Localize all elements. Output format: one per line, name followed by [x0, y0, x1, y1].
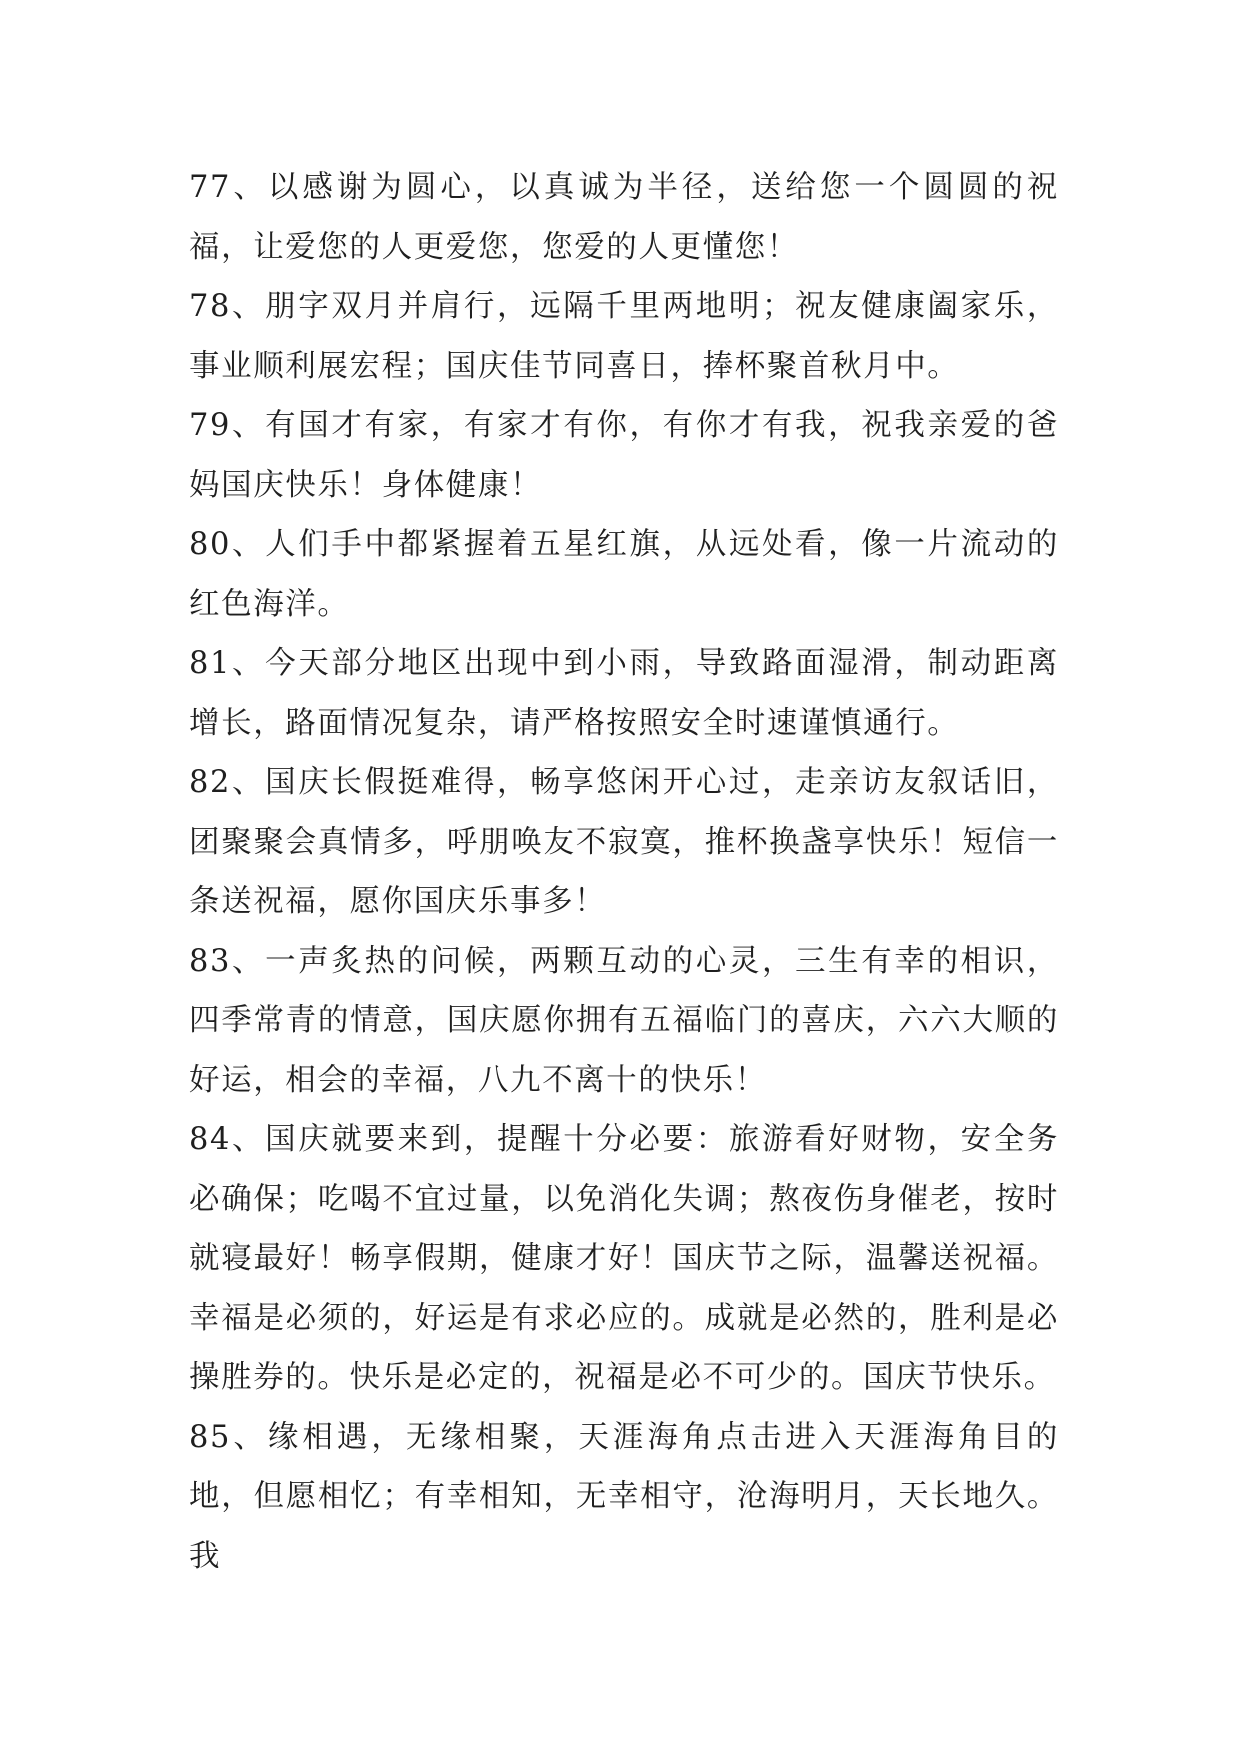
paragraph-77: 77、以感谢为圆心，以真诚为半径，送给您一个圆圆的祝福，让爱您的人更爱您，您爱的人更懂您！	[189, 170, 1059, 265]
paragraph-81: 81、今天部分地区出现中到小雨，导致路面湿滑，制动距离增长，路面情况复杂，请严格按照安全时速谨慎通行。	[189, 646, 1059, 741]
paragraph-84: 84、国庆就要来到，提醒十分必要：旅游看好财物，安全务必确保；吃喝不宜过量，以免消化失调；熬夜伤身催老，按时就寝最好！畅享假期，健康才好！国庆节之际，温馨送祝福。幸福是必须的，好运是有求必应的。成就是必然的，胜利是必操胜券的。快乐是必定的，祝福是必不可少的。国庆节快乐。	[189, 1122, 1059, 1395]
paragraph-78: 78、朋字双月并肩行，远隔千里两地明；祝友健康阖家乐，事业顺利展宏程；国庆佳节同喜日，捧杯聚首秋月中。	[189, 289, 1059, 384]
paragraph-79: 79、有国才有家，有家才有你，有你才有我，祝我亲爱的爸妈国庆快乐！身体健康！	[189, 408, 1059, 503]
paragraph-83: 83、一声炙热的问候，两颗互动的心灵，三生有幸的相识，四季常青的情意，国庆愿你拥有五福临门的喜庆，六六大顺的好运，相会的幸福，八九不离十的快乐！	[189, 943, 1059, 1098]
document-body	[189, 158, 1059, 1586]
paragraph-82: 82、国庆长假挺难得，畅享悠闲开心过，走亲访友叙话旧，团聚聚会真情多，呼朋唤友不寂寞，推杯换盏享快乐！短信一条送祝福，愿你国庆乐事多！	[189, 765, 1059, 919]
paragraph-80: 80、人们手中都紧握着五星红旗，从远处看，像一片流动的红色海洋。	[189, 527, 1059, 622]
paragraph-85: 85、缘相遇，无缘相聚，天涯海角点击进入天涯海角目的地，但愿相忆；有幸相知，无幸相守，沧海明月，天长地久。我	[189, 1419, 1059, 1574]
